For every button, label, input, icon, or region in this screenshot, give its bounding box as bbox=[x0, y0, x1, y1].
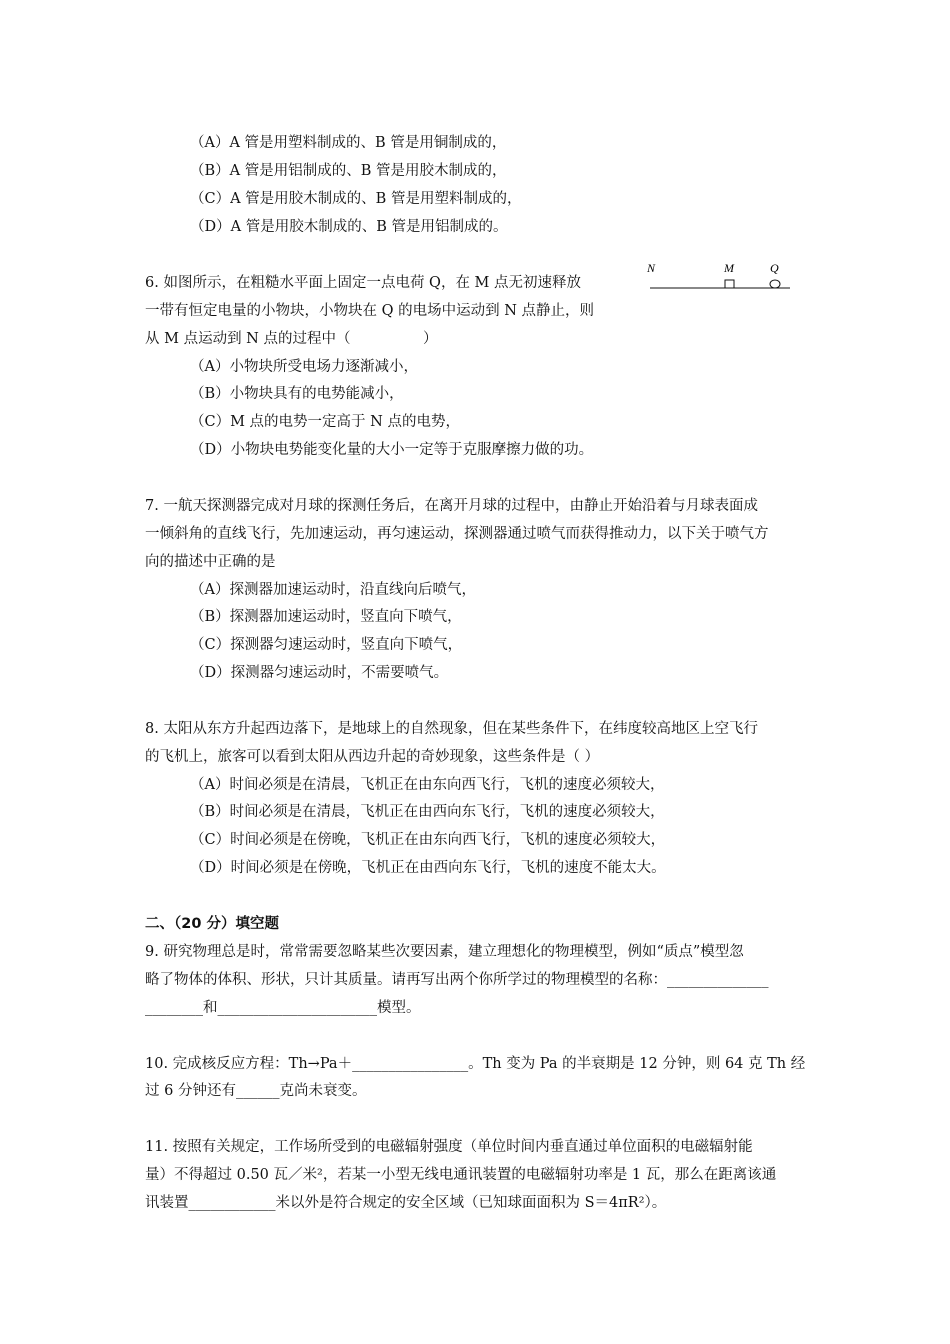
q9-line-1: 9. 研究物理总是时，常常需要忽略某些次要因素，建立理想化的物理模型，例如“质点”模型忽 bbox=[145, 944, 744, 960]
q6-stem-line-3: 从 M 点运动到 N 点的过程中（ ） bbox=[145, 331, 438, 347]
q8-option-a: （A）时间必须是在清晨，飞机正在由东向西飞行，飞机的速度必须较大， bbox=[190, 777, 665, 793]
q6-option-c: （C）M 点的电势一定高于 N 点的电势， bbox=[190, 414, 460, 430]
label-q: Q bbox=[770, 261, 779, 275]
q7-stem-line-1: 7. 一航天探测器完成对月球的探测任务后，在离开月球的过程中，由静止开始沿着与月球表面成 bbox=[145, 498, 758, 514]
q6-option-a: （A）小物块所受电场力逐渐减小， bbox=[190, 359, 418, 375]
q5-option-d: （D）A 管是用胶木制成的、B 管是用铝制成的。 bbox=[190, 219, 508, 235]
q6-stem-line-1: 6. 如图所示，在粗糙水平面上固定一点电荷 Q，在 M 点无初速释放 bbox=[145, 275, 582, 291]
q6-option-d: （D）小物块电势能变化量的大小一定等于克服摩擦力做的功。 bbox=[190, 442, 594, 458]
q9-line-3: ________和______________________模型。 bbox=[145, 1000, 421, 1016]
q7-option-d: （D）探测器匀速运动时，不需要喷气。 bbox=[190, 665, 449, 681]
q7-option-c: （C）探测器匀速运动时，竖直向下喷气， bbox=[190, 637, 463, 653]
small-block bbox=[725, 280, 734, 288]
point-charge bbox=[770, 280, 780, 288]
q7-stem-line-2: 一倾斜角的直线飞行，先加速运动，再匀速运动，探测器通过喷气而获得推动力，以下关于喷气方 bbox=[145, 526, 769, 542]
label-m: M bbox=[724, 261, 734, 275]
q5-option-c: （C）A 管是用胶木制成的、B 管是用塑料制成的， bbox=[190, 191, 522, 207]
q8-stem-line-2: 的飞机上，旅客可以看到太阳从西边升起的奇妙现象，这些条件是（ ） bbox=[145, 749, 600, 765]
q5-option-b: （B）A 管是用铝制成的、B 管是用胶木制成的， bbox=[190, 163, 507, 179]
q11-line-1: 11. 按照有关规定，工作场所受到的电磁辐射强度（单位时间内垂直通过单位面积的电磁辐射能 bbox=[145, 1139, 753, 1155]
q5-option-a: （A）A 管是用塑料制成的、B 管是用铜制成的， bbox=[190, 135, 507, 151]
q11-line-3: 讯装置____________米以外是符合规定的安全区域（已知球面面积为 S＝4πR²）。 bbox=[145, 1195, 667, 1211]
q8-option-c: （C）时间必须是在傍晚，飞机正在由东向西飞行，飞机的速度必须较大， bbox=[190, 832, 666, 848]
q6-stem-line-2: 一带有恒定电量的小物块，小物块在 Q 的电场中运动到 N 点静止，则 bbox=[145, 303, 595, 319]
q6-diagram bbox=[640, 258, 800, 298]
q11-line-2: 量）不得超过 0.50 瓦／米²，若某一小型无线电通讯装置的电磁辐射功率是 1 瓦，那么在距离该通 bbox=[145, 1167, 777, 1183]
section-heading: 二、（20 分）填空题 bbox=[145, 916, 279, 932]
q10-line-2: 过 6 分钟还有______克尚未衰变。 bbox=[145, 1083, 367, 1099]
q10-line-1: 10. 完成核反应方程：Th→Pa＋________________。Th 变为 Pa 的半衰期是 12 分钟，则 64 克 Th 经 bbox=[145, 1056, 806, 1072]
q7-stem-line-3: 向的描述中正确的是 bbox=[145, 554, 276, 570]
q7-option-a: （A）探测器加速运动时，沿直线向后喷气， bbox=[190, 582, 476, 598]
q6-option-b: （B）小物块具有的电势能减小， bbox=[190, 386, 404, 402]
label-n: N bbox=[647, 261, 656, 275]
q8-stem-line-1: 8. 太阳从东方升起西边落下，是地球上的自然现象，但在某些条件下，在纬度较高地区上空飞行 bbox=[145, 721, 758, 737]
q8-option-d: （D）时间必须是在傍晚，飞机正在由西向东飞行，飞机的速度不能太大。 bbox=[190, 860, 666, 876]
q8-option-b: （B）时间必须是在清晨，飞机正在由西向东飞行，飞机的速度必须较大， bbox=[190, 804, 665, 820]
q7-option-b: （B）探测器加速运动时，竖直向下喷气， bbox=[190, 609, 462, 625]
q9-line-2: 略了物体的体积、形状，只计其质量。请再写出两个你所学过的物理模型的名称：______________ bbox=[145, 972, 769, 988]
